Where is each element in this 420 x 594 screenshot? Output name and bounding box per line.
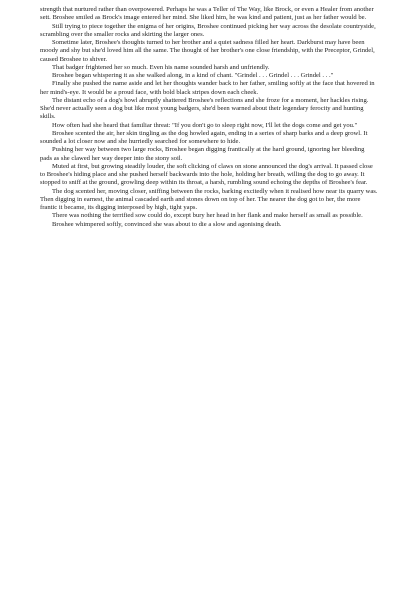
paragraph: There was nothing the terrified sow could do, except bury her head in her flank and make herself as small as possible.	[52, 212, 363, 220]
paragraph: Broshee whimpered softly, convinced she was about to die a slow and agonising death.	[52, 220, 282, 228]
paragraph: The distant echo of a dog's howl abruptly shattered Broshee's reflections and she froze for a moment, her hackles rising. She'd never actually seen a dog but like most young badgers, she'd been warned about their legendary ferocity and hunting skills.	[40, 96, 369, 121]
body-text	[40, 6, 378, 229]
paragraph: Sometime later, Broshee's thoughts turned to her brother and a quiet sadness filled her heart. Darkburst may have been moody and shy but she'd loved him all the same. The thought of her brother's one close friendship, with the Preceptor, Grindel, caused Broshee to shiver.	[40, 39, 375, 63]
paragraph: Finally she pushed the name aside and let her thoughts wander back to her father, smiling softly at the face that hovered in her mind's-eye. It would be a proud face, with bold black stripes down each cheek.	[40, 80, 375, 96]
paragraph: Broshee scented the air, her skin tingling as the dog howled again, ending in a series of sharp barks and a deep growl. It sounded a lot closer now and she hurriedly searched for somewhere to hide.	[40, 129, 368, 145]
paragraph: That badger frightened her so much. Even his name sounded harsh and unfriendly.	[52, 63, 270, 71]
paragraph: Pushing her way between two large rocks, Broshee began digging frantically at the hard ground, ignoring her bleeding pads as she clawed her way deeper into the stony soil.	[40, 146, 365, 162]
paragraph: How often had she heard that familiar threat: "If you don't go to sleep right now, I'll let the dogs come and get you."	[52, 121, 358, 129]
paragraph: The dog scented her, moving closer, sniffing between the rocks, barking excitedly when it realised how near its quarry was. Then digging in earnest, the animal cascaded earth and stones down on top of her. The nearer the dog got to her, the more frantic it became, its digging interposed by high, tight yaps.	[40, 187, 378, 211]
paragraph: Muted at first, but growing steadily louder, the soft clicking of claws on stone announced the dog's arrival. It passed close to Broshee's hiding place and she pushed herself backwards into the hole, holding her breath, willing the dog to go away. It stopped to sniff at the ground, growling deep within its throat, a harsh, rumbling sound echoing the depths of Broshee's fear.	[40, 162, 373, 187]
paragraph: Still trying to piece together the enigma of her origins, Broshee continued picking her way across the desolate countryside, scrambling over the smaller rocks and skirting the larger ones.	[40, 22, 376, 38]
paragraph: Broshee began whispering it as she walked along, in a kind of chant. "Grindel . . . Grindel . . . Grindel . . ."	[52, 72, 334, 79]
paragraph: strength that nurtured rather than overpowered. Perhaps he was a Teller of The Way, like Brock, or even a Healer from another sett. Broshee smiled as Brock's image entered her mind. She liked him, he was kind and patient, just as her father would be.	[40, 6, 374, 22]
